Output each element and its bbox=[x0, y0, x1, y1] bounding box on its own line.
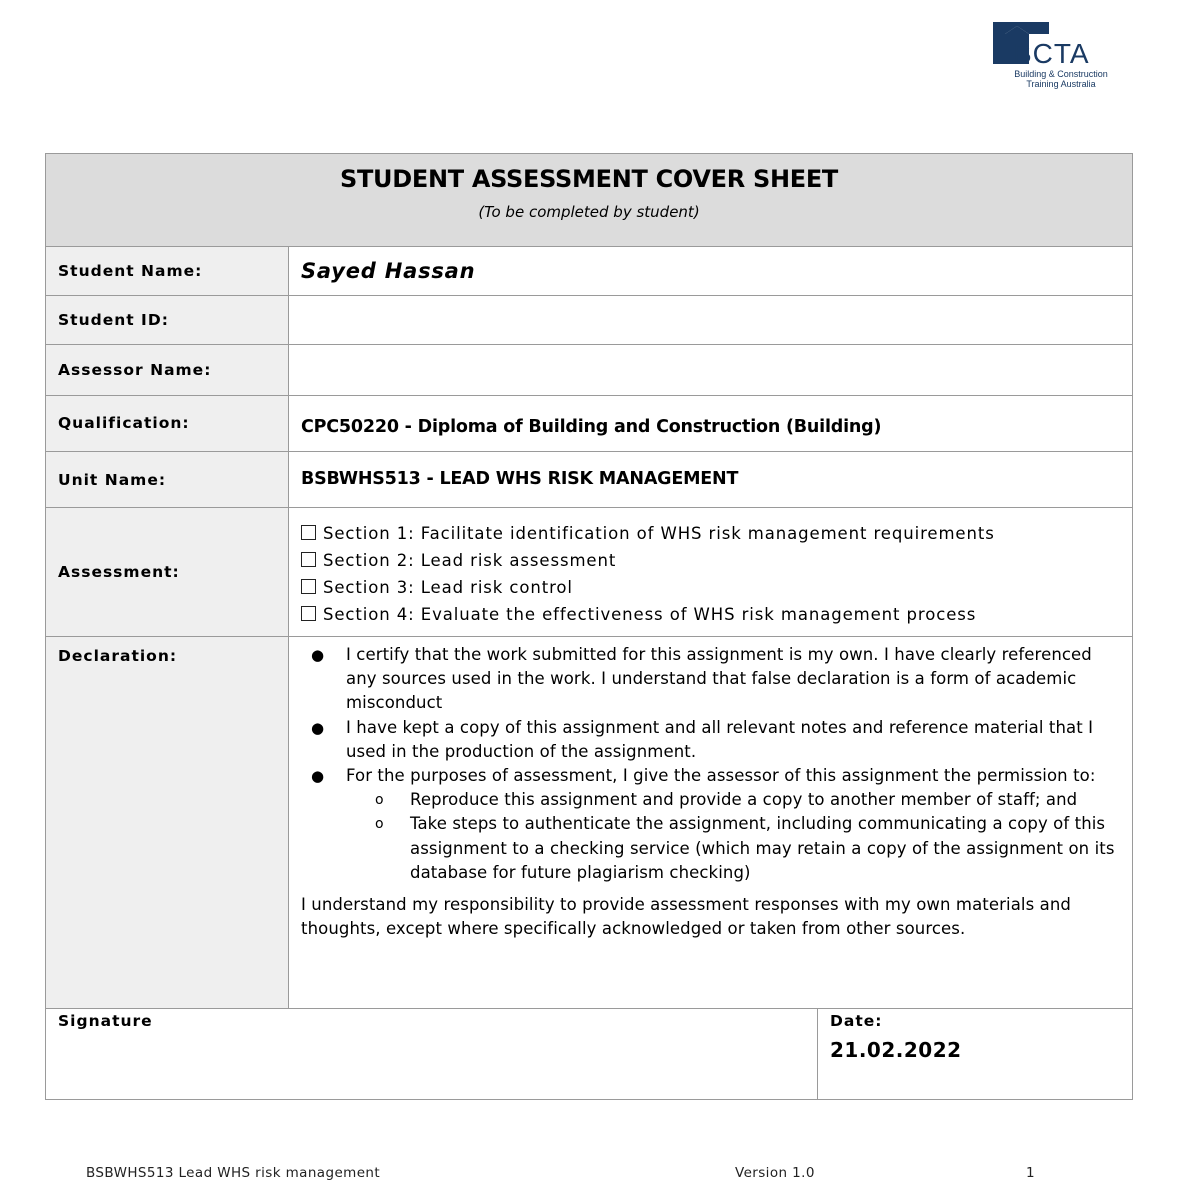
bullet-icon: ● bbox=[311, 767, 325, 786]
signature-label: Signature bbox=[58, 1012, 153, 1030]
assessment-item-label: Section 2: Lead risk assessment bbox=[323, 551, 617, 570]
checkbox-icon[interactable] bbox=[301, 525, 316, 540]
date-value: 21.02.2022 bbox=[830, 1038, 962, 1062]
assessor-name-label: Assessor Name: bbox=[46, 345, 289, 395]
qualification-row bbox=[46, 395, 1132, 451]
logo-subtitle bbox=[991, 69, 1131, 89]
bullet-icon: ● bbox=[311, 718, 325, 737]
assessment-item[interactable] bbox=[301, 547, 1132, 574]
declaration-sub-bullet: Reproduce this assignment and provide a copy to another member of staff; and bbox=[410, 790, 1078, 810]
declaration-sub-bullet: Take steps to authenticate the assignment, including communicating a copy of this assignment to a checking service (which may retain a copy of the assignment on its database for future plagiarism checking) bbox=[410, 814, 1115, 882]
declaration-text bbox=[289, 637, 1132, 1008]
assessment-label: Assessment: bbox=[46, 508, 289, 636]
declaration-sub-list bbox=[301, 788, 1118, 885]
bullet-icon: ● bbox=[311, 646, 325, 664]
logo-subtitle-line2: Training Australia bbox=[1026, 79, 1096, 89]
list-item bbox=[301, 788, 1118, 812]
declaration-row bbox=[46, 636, 1132, 1008]
assessment-row bbox=[46, 507, 1132, 636]
list-item bbox=[301, 716, 1118, 764]
assessment-item[interactable] bbox=[301, 601, 1132, 628]
footer-version: Version 1.0 bbox=[735, 1165, 815, 1181]
footer-doc-name: BSBWHS513 Lead WHS risk management bbox=[86, 1165, 381, 1181]
page-title: STUDENT ASSESSMENT COVER SHEET bbox=[339, 165, 839, 193]
checkbox-icon[interactable] bbox=[301, 579, 316, 594]
declaration-bullet: For the purposes of assessment, I give the assessor of this assignment the permission to: bbox=[346, 766, 1096, 786]
assessment-item[interactable] bbox=[301, 520, 1132, 547]
qualification-label: Qualification: bbox=[46, 396, 289, 451]
assessment-checklist bbox=[289, 508, 1132, 636]
assessment-item[interactable] bbox=[301, 574, 1132, 601]
declaration-list bbox=[301, 643, 1118, 788]
unit-name-label: Unit Name: bbox=[46, 452, 289, 507]
declaration-label: Declaration: bbox=[46, 637, 289, 1008]
declaration-bullet: I have kept a copy of this assignment and all relevant notes and reference material that I used in the production of the assignment. bbox=[346, 717, 1094, 761]
student-name-row bbox=[46, 246, 1132, 295]
declaration-closing: I understand my responsibility to provide assessment responses with my own materials and thoughts, except where specifically acknowledged or taken from other sources. bbox=[301, 895, 1071, 939]
declaration-bullet: I certify that the work submitted for this assignment is my own. I have clearly referenced any sources used in the work. I understand that false declaration is a form of academic misconduct bbox=[346, 645, 1092, 713]
title-cell bbox=[46, 154, 1132, 246]
student-name-label: Student Name: bbox=[46, 247, 289, 295]
signature-row bbox=[46, 1008, 1132, 1099]
assessment-item-label: Section 3: Lead risk control bbox=[323, 578, 573, 597]
circle-bullet-icon: o bbox=[375, 792, 384, 809]
student-name-field[interactable]: Sayed Hassan bbox=[301, 259, 476, 283]
student-id-field[interactable] bbox=[289, 296, 1132, 344]
signature-field[interactable] bbox=[46, 1009, 818, 1099]
assessment-item-label: Section 4: Evaluate the effectiveness of WHS risk management process bbox=[323, 605, 977, 624]
student-id-label: Student ID: bbox=[46, 296, 289, 344]
checkbox-icon[interactable] bbox=[301, 606, 316, 621]
cover-sheet-table bbox=[45, 153, 1133, 1100]
unit-name-value: BSBWHS513 - LEAD WHS RISK MANAGEMENT bbox=[301, 468, 739, 489]
logo-wordmark: BCTA bbox=[1013, 38, 1090, 69]
circle-bullet-icon: o bbox=[375, 816, 384, 833]
qualification-value: CPC50220 - Diploma of Building and Construction (Building) bbox=[301, 416, 882, 437]
bcta-logo bbox=[985, 18, 1135, 96]
student-id-row bbox=[46, 295, 1132, 344]
list-item bbox=[301, 764, 1118, 788]
checkbox-icon[interactable] bbox=[301, 552, 316, 567]
date-label: Date: bbox=[830, 1012, 883, 1030]
footer-page-number: 1 bbox=[1026, 1165, 1035, 1181]
list-item bbox=[301, 643, 1118, 716]
assessor-name-row bbox=[46, 344, 1132, 395]
date-field[interactable] bbox=[818, 1009, 1132, 1099]
unit-name-row bbox=[46, 451, 1132, 507]
list-item bbox=[301, 812, 1118, 885]
logo-subtitle-line1: Building & Construction bbox=[1014, 69, 1108, 79]
page-subtitle: (To be completed by student) bbox=[478, 203, 700, 221]
assessment-item-label: Section 1: Facilitate identification of WHS risk management requirements bbox=[323, 524, 995, 543]
assessor-name-field[interactable] bbox=[289, 345, 1132, 395]
